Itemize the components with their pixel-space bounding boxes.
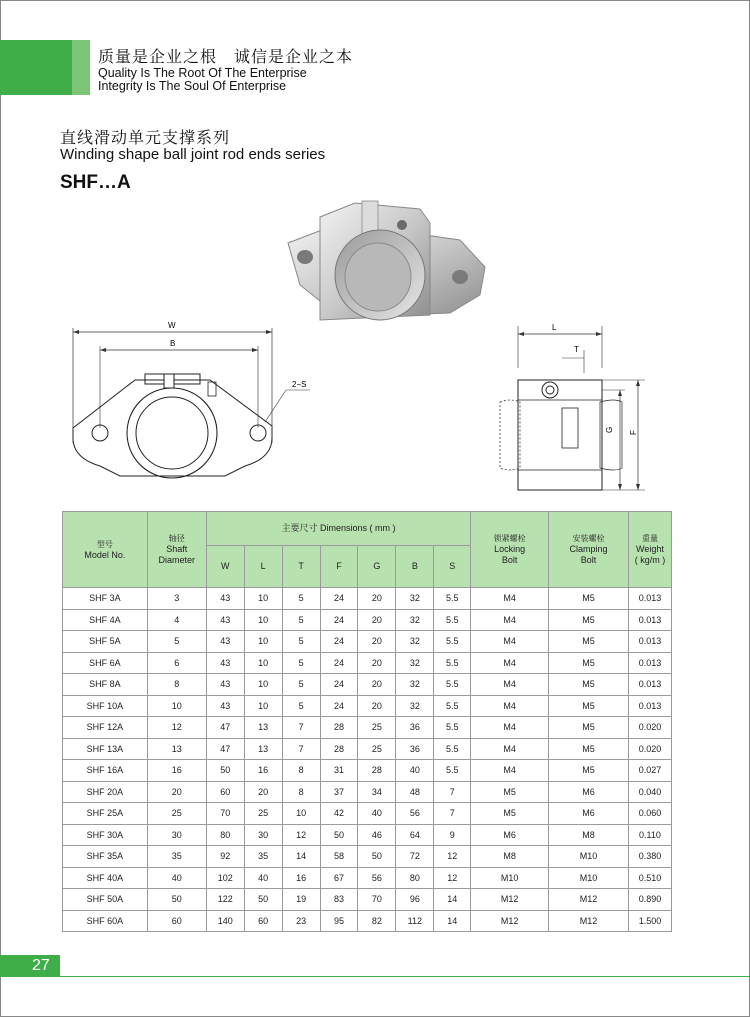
table-cell: 64 bbox=[396, 824, 434, 846]
table-cell: 3 bbox=[147, 588, 206, 610]
table-cell: 20 bbox=[358, 695, 396, 717]
table-cell: 80 bbox=[396, 867, 434, 889]
table-cell: M5 bbox=[471, 781, 549, 803]
table-cell: 43 bbox=[206, 652, 244, 674]
table-cell: 12 bbox=[282, 824, 320, 846]
table-cell: M10 bbox=[549, 846, 629, 868]
table-cell: M6 bbox=[549, 803, 629, 825]
table-cell: 10 bbox=[244, 631, 282, 653]
table-cell: SHF 6A bbox=[63, 652, 148, 674]
table-cell: 25 bbox=[244, 803, 282, 825]
table-cell: M5 bbox=[549, 609, 629, 631]
table-cell: 0.027 bbox=[628, 760, 671, 782]
table-cell: 20 bbox=[358, 674, 396, 696]
table-cell: 12 bbox=[434, 867, 471, 889]
footer-rule bbox=[60, 976, 750, 977]
table-cell: 6 bbox=[147, 652, 206, 674]
table-cell: 14 bbox=[282, 846, 320, 868]
table-cell: 8 bbox=[282, 760, 320, 782]
table-cell: M4 bbox=[471, 631, 549, 653]
table-cell: 28 bbox=[320, 717, 358, 739]
table-cell: 25 bbox=[358, 717, 396, 739]
table-cell: M12 bbox=[549, 910, 629, 932]
table-cell: 140 bbox=[206, 910, 244, 932]
table-cell: 50 bbox=[244, 889, 282, 911]
table-cell: 48 bbox=[396, 781, 434, 803]
table-cell: 50 bbox=[206, 760, 244, 782]
header-dim-f: F bbox=[320, 546, 358, 588]
header-model: 型号 Model No. bbox=[63, 512, 148, 588]
table-cell: 0.013 bbox=[628, 588, 671, 610]
table-cell: 20 bbox=[358, 588, 396, 610]
dim-label-f: F bbox=[629, 430, 638, 435]
table-cell: M5 bbox=[549, 695, 629, 717]
table-cell: 37 bbox=[320, 781, 358, 803]
header-dim-t: T bbox=[282, 546, 320, 588]
table-cell: 32 bbox=[396, 652, 434, 674]
table-cell: 5 bbox=[282, 695, 320, 717]
model-heading: SHF…A bbox=[60, 172, 131, 193]
table-row bbox=[63, 867, 672, 889]
table-cell: M5 bbox=[549, 717, 629, 739]
table-cell: SHF 16A bbox=[63, 760, 148, 782]
series-title-english: Winding shape ball joint rod ends series bbox=[60, 146, 326, 163]
table-cell: 24 bbox=[320, 609, 358, 631]
table-cell: 4 bbox=[147, 609, 206, 631]
dim-label-l: L bbox=[552, 323, 557, 332]
table-cell: 35 bbox=[147, 846, 206, 868]
dim-label-t: T bbox=[574, 345, 579, 354]
table-cell: 50 bbox=[147, 889, 206, 911]
table-cell: M5 bbox=[549, 760, 629, 782]
table-cell: 0.380 bbox=[628, 846, 671, 868]
table-cell: 0.510 bbox=[628, 867, 671, 889]
header-shaft: 轴径 Shaft Diameter bbox=[147, 512, 206, 588]
table-cell: 5 bbox=[147, 631, 206, 653]
header-dimensions: 主要尺寸 Dimensions ( mm ) bbox=[206, 512, 470, 546]
table-cell: 5.5 bbox=[434, 674, 471, 696]
table-cell: 24 bbox=[320, 652, 358, 674]
table-cell: 5 bbox=[282, 631, 320, 653]
table-cell: 7 bbox=[434, 803, 471, 825]
table-cell: 60 bbox=[206, 781, 244, 803]
table-cell: 46 bbox=[358, 824, 396, 846]
side-view-drawing bbox=[490, 318, 660, 498]
table-cell: SHF 40A bbox=[63, 867, 148, 889]
table-cell: 32 bbox=[396, 695, 434, 717]
table-cell: 34 bbox=[358, 781, 396, 803]
table-cell: 0.013 bbox=[628, 674, 671, 696]
header-dim-w: W bbox=[206, 546, 244, 588]
table-cell: M4 bbox=[471, 609, 549, 631]
table-cell: M4 bbox=[471, 760, 549, 782]
table-cell: 20 bbox=[358, 631, 396, 653]
spec-table bbox=[62, 511, 672, 932]
table-cell: 7 bbox=[434, 781, 471, 803]
table-cell: 47 bbox=[206, 738, 244, 760]
table-cell: M4 bbox=[471, 695, 549, 717]
table-cell: M5 bbox=[471, 803, 549, 825]
table-row bbox=[63, 846, 672, 868]
table-cell: 56 bbox=[358, 867, 396, 889]
table-cell: SHF 60A bbox=[63, 910, 148, 932]
table-cell: 20 bbox=[147, 781, 206, 803]
table-cell: 5 bbox=[282, 652, 320, 674]
table-cell: 12 bbox=[147, 717, 206, 739]
table-row bbox=[63, 910, 672, 932]
table-cell: 12 bbox=[434, 846, 471, 868]
table-cell: M12 bbox=[471, 889, 549, 911]
table-cell: 24 bbox=[320, 631, 358, 653]
table-cell: 40 bbox=[244, 867, 282, 889]
table-cell: 50 bbox=[320, 824, 358, 846]
table-cell: 5.5 bbox=[434, 631, 471, 653]
table-cell: SHF 4A bbox=[63, 609, 148, 631]
product-photo bbox=[280, 195, 490, 335]
table-cell: 5 bbox=[282, 588, 320, 610]
table-cell: 40 bbox=[358, 803, 396, 825]
table-cell: 5 bbox=[282, 674, 320, 696]
header-light-bar bbox=[72, 40, 90, 95]
table-cell: M4 bbox=[471, 674, 549, 696]
table-cell: 95 bbox=[320, 910, 358, 932]
table-cell: 40 bbox=[396, 760, 434, 782]
table-cell: M8 bbox=[471, 846, 549, 868]
table-cell: M10 bbox=[471, 867, 549, 889]
table-cell: 43 bbox=[206, 588, 244, 610]
table-cell: 5.5 bbox=[434, 695, 471, 717]
header-dim-g: G bbox=[358, 546, 396, 588]
header-clamping-bolt: 安装螺栓 Clamping Bolt bbox=[549, 512, 629, 588]
table-row bbox=[63, 695, 672, 717]
table-row bbox=[63, 652, 672, 674]
series-title-chinese: 直线滑动单元支撑系列 bbox=[60, 128, 231, 147]
table-cell: 10 bbox=[244, 652, 282, 674]
table-cell: 20 bbox=[358, 652, 396, 674]
table-cell: 7 bbox=[282, 717, 320, 739]
table-cell: 35 bbox=[244, 846, 282, 868]
table-cell: 19 bbox=[282, 889, 320, 911]
table-cell: 14 bbox=[434, 910, 471, 932]
table-cell: 24 bbox=[320, 588, 358, 610]
table-cell: M4 bbox=[471, 588, 549, 610]
table-cell: SHF 10A bbox=[63, 695, 148, 717]
table-cell: 8 bbox=[282, 781, 320, 803]
table-cell: 43 bbox=[206, 695, 244, 717]
table-cell: 10 bbox=[244, 674, 282, 696]
table-cell: SHF 8A bbox=[63, 674, 148, 696]
table-cell: 70 bbox=[358, 889, 396, 911]
table-cell: 9 bbox=[434, 824, 471, 846]
table-cell: 67 bbox=[320, 867, 358, 889]
table-cell: 1.500 bbox=[628, 910, 671, 932]
table-cell: 30 bbox=[147, 824, 206, 846]
table-cell: 32 bbox=[396, 631, 434, 653]
table-cell: 40 bbox=[147, 867, 206, 889]
table-row bbox=[63, 889, 672, 911]
header-dim-b: B bbox=[396, 546, 434, 588]
table-cell: 0.013 bbox=[628, 631, 671, 653]
table-row bbox=[63, 609, 672, 631]
table-row bbox=[63, 717, 672, 739]
table-cell: M4 bbox=[471, 652, 549, 674]
table-row bbox=[63, 803, 672, 825]
front-view-drawing bbox=[60, 318, 320, 498]
table-cell: 10 bbox=[244, 588, 282, 610]
table-cell: M12 bbox=[549, 889, 629, 911]
table-cell: 28 bbox=[320, 738, 358, 760]
header-locking-bolt: 锁紧螺栓 Locking Bolt bbox=[471, 512, 549, 588]
table-cell: SHF 3A bbox=[63, 588, 148, 610]
table-cell: M4 bbox=[471, 738, 549, 760]
table-cell: 31 bbox=[320, 760, 358, 782]
table-cell: M5 bbox=[549, 588, 629, 610]
table-row bbox=[63, 824, 672, 846]
table-cell: 23 bbox=[282, 910, 320, 932]
table-cell: 25 bbox=[147, 803, 206, 825]
table-cell: 58 bbox=[320, 846, 358, 868]
table-cell: 42 bbox=[320, 803, 358, 825]
table-row bbox=[63, 588, 672, 610]
table-cell: 16 bbox=[282, 867, 320, 889]
slogan-english-1: Quality Is The Root Of The Enterprise bbox=[98, 66, 307, 80]
table-cell: 16 bbox=[244, 760, 282, 782]
table-cell: 60 bbox=[244, 910, 282, 932]
table-cell: 36 bbox=[396, 738, 434, 760]
table-cell: M4 bbox=[471, 717, 549, 739]
dim-label-g: G bbox=[605, 426, 614, 433]
table-cell: 7 bbox=[282, 738, 320, 760]
table-cell: 10 bbox=[282, 803, 320, 825]
table-cell: 13 bbox=[147, 738, 206, 760]
table-cell: 82 bbox=[358, 910, 396, 932]
table-cell: 60 bbox=[147, 910, 206, 932]
table-cell: 13 bbox=[244, 738, 282, 760]
table-row bbox=[63, 781, 672, 803]
page-number: 27 bbox=[32, 957, 50, 974]
table-cell: 122 bbox=[206, 889, 244, 911]
table-cell: 5.5 bbox=[434, 738, 471, 760]
table-cell: 24 bbox=[320, 674, 358, 696]
table-cell: SHF 30A bbox=[63, 824, 148, 846]
header-dim-l: L bbox=[244, 546, 282, 588]
table-cell: 5.5 bbox=[434, 652, 471, 674]
table-cell: 80 bbox=[206, 824, 244, 846]
table-cell: 0.013 bbox=[628, 652, 671, 674]
table-cell: M10 bbox=[549, 867, 629, 889]
table-cell: M8 bbox=[549, 824, 629, 846]
table-cell: 10 bbox=[244, 609, 282, 631]
table-cell: M5 bbox=[549, 631, 629, 653]
table-cell: 112 bbox=[396, 910, 434, 932]
table-cell: 25 bbox=[358, 738, 396, 760]
table-cell: SHF 25A bbox=[63, 803, 148, 825]
table-cell: 20 bbox=[244, 781, 282, 803]
table-cell: 30 bbox=[244, 824, 282, 846]
table-cell: 0.020 bbox=[628, 717, 671, 739]
table-cell: 0.040 bbox=[628, 781, 671, 803]
table-cell: 47 bbox=[206, 717, 244, 739]
spec-table-body bbox=[63, 588, 672, 932]
table-cell: 8 bbox=[147, 674, 206, 696]
table-cell: SHF 12A bbox=[63, 717, 148, 739]
table-cell: SHF 50A bbox=[63, 889, 148, 911]
table-cell: 28 bbox=[358, 760, 396, 782]
table-cell: 36 bbox=[396, 717, 434, 739]
table-cell: 56 bbox=[396, 803, 434, 825]
table-cell: 10 bbox=[147, 695, 206, 717]
table-cell: 83 bbox=[320, 889, 358, 911]
table-cell: 32 bbox=[396, 674, 434, 696]
table-cell: 92 bbox=[206, 846, 244, 868]
table-cell: 72 bbox=[396, 846, 434, 868]
table-cell: 50 bbox=[358, 846, 396, 868]
dim-label-w: W bbox=[168, 321, 176, 330]
table-cell: SHF 13A bbox=[63, 738, 148, 760]
table-cell: 5 bbox=[282, 609, 320, 631]
table-cell: SHF 20A bbox=[63, 781, 148, 803]
table-row bbox=[63, 738, 672, 760]
page-number-bar bbox=[0, 955, 60, 977]
table-cell: 43 bbox=[206, 631, 244, 653]
table-cell: 0.013 bbox=[628, 609, 671, 631]
table-cell: 32 bbox=[396, 588, 434, 610]
table-cell: 0.890 bbox=[628, 889, 671, 911]
table-cell: M5 bbox=[549, 652, 629, 674]
table-cell: M5 bbox=[549, 738, 629, 760]
table-cell: 20 bbox=[358, 609, 396, 631]
table-cell: 0.060 bbox=[628, 803, 671, 825]
table-cell: 96 bbox=[396, 889, 434, 911]
table-cell: 102 bbox=[206, 867, 244, 889]
table-cell: SHF 5A bbox=[63, 631, 148, 653]
table-cell: M6 bbox=[549, 781, 629, 803]
table-cell: 43 bbox=[206, 609, 244, 631]
table-row bbox=[63, 760, 672, 782]
slogan-chinese: 质量是企业之根 诚信是企业之本 bbox=[98, 47, 354, 66]
table-cell: M6 bbox=[471, 824, 549, 846]
table-cell: 32 bbox=[396, 609, 434, 631]
dim-label-2s: 2−S bbox=[292, 380, 307, 389]
table-cell: 0.110 bbox=[628, 824, 671, 846]
table-cell: M12 bbox=[471, 910, 549, 932]
table-cell: 10 bbox=[244, 695, 282, 717]
table-cell: 5.5 bbox=[434, 717, 471, 739]
table-cell: 24 bbox=[320, 695, 358, 717]
table-cell: 13 bbox=[244, 717, 282, 739]
dim-label-b: B bbox=[170, 339, 176, 348]
table-cell: 5.5 bbox=[434, 588, 471, 610]
table-cell: 70 bbox=[206, 803, 244, 825]
table-cell: 16 bbox=[147, 760, 206, 782]
header-weight: 重量 Weight ( kg/m ) bbox=[628, 512, 671, 588]
table-cell: M5 bbox=[549, 674, 629, 696]
table-cell: 5.5 bbox=[434, 760, 471, 782]
table-cell: 14 bbox=[434, 889, 471, 911]
table-cell: 43 bbox=[206, 674, 244, 696]
table-cell: 5.5 bbox=[434, 609, 471, 631]
table-row bbox=[63, 674, 672, 696]
table-cell: 0.013 bbox=[628, 695, 671, 717]
table-cell: 0.020 bbox=[628, 738, 671, 760]
header-dim-s: S bbox=[434, 546, 471, 588]
table-cell: SHF 35A bbox=[63, 846, 148, 868]
table-row bbox=[63, 631, 672, 653]
slogan-english-2: Integrity Is The Soul Of Enterprise bbox=[98, 79, 287, 93]
